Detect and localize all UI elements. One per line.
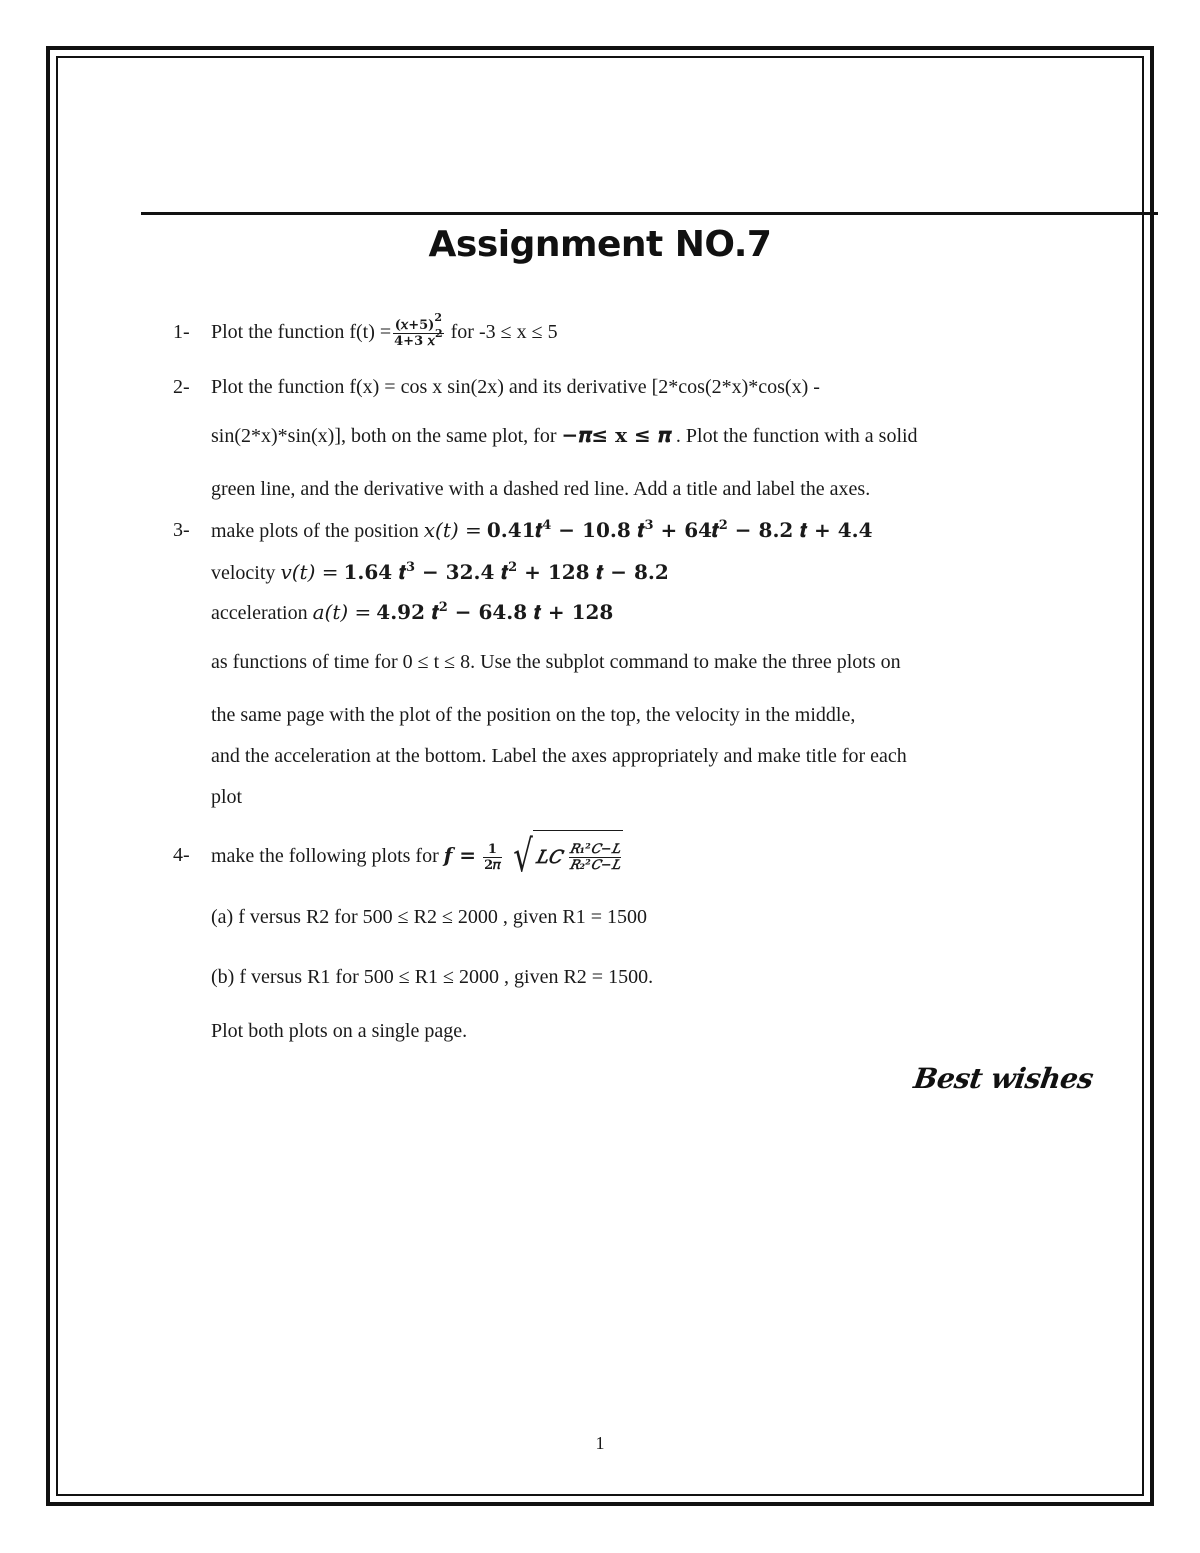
q1-fraction [393,310,444,349]
q3-position-lhs: 𝑥(𝑡) = [423,518,482,542]
q3-line5: the same page with the plot of the position on the top, the velocity in the middle, [211,704,856,726]
q2-line2 [211,423,918,448]
q4-coefficient-fraction: $\frac{1}{\text{2𝜋}}$ [484,841,501,873]
q3-acceleration-label: acceleration [211,602,308,624]
q3-velocity-label: velocity [211,562,276,584]
q4-part-b: (b) f versus R1 for 500 ≤ R1 ≤ 2000 , given R2 = 1500. [211,966,654,988]
q4-part-a: (a) f versus R2 for 500 ≤ R2 ≤ 2000 , given R1 = 1500 [211,906,647,928]
q2-line2-post: . Plot the function with a solid [675,425,918,447]
q4-inner-fraction: $\frac{\text{𝑅₁²𝐶−𝐿}}{\text{𝑅₂²𝐶−𝐿}}$ [569,842,621,874]
q4-part-c: Plot both plots on a single page. [211,1020,468,1042]
header-rule [141,212,1158,215]
assignment-title: Assignment NO.7 [428,224,772,265]
q1-frac-num-exp: 2 [434,310,442,324]
q1-post: for -3 ≤ x ≤ 5 [450,321,558,343]
q1-frac-den: 4+3 𝑥 [394,333,435,349]
q3-line4: as functions of time for 0 ≤ t ≤ 8. Use the subplot command to make the three plots on [211,651,901,673]
q4-sqrt [509,830,623,885]
q3-velocity-rhs: 𝟏.𝟔𝟒 𝒕$^𝟑$ − 𝟑𝟐.𝟒 𝒕$^2$ + 𝟏𝟐𝟖 𝒕 − 𝟖.𝟐 [343,560,669,584]
q4-lc: 𝐿𝐶 [535,846,562,868]
q3-line6: and the acceleration at the bottom. Label the axes appropriately and make title for each [211,745,907,767]
q4-lhs: 𝒇 = [443,843,477,867]
q2-line2-pre: sin(2*x)*sin(x)], both on the same plot, for [211,425,557,447]
q3-position-rhs: 𝟎.𝟒𝟏𝒕$^4$ − 𝟏𝟎.𝟖 𝒕$^3$ + 𝟔𝟒𝒕$^2$ − 𝟖.𝟐 𝒕 + 𝟒.𝟒 [486,518,873,542]
q3-acceleration [211,600,613,625]
q2-number: 2- [173,376,190,398]
sqrt-icon: √ [513,831,533,883]
q4-formula-line [211,828,623,885]
q1-frac-den-exp: 2 [434,326,443,340]
q3-position-label: make plots of the position [211,520,419,542]
q3-velocity [211,560,669,585]
q2-range-math: −𝝅≤ x ≤ 𝝅 [561,423,671,447]
q1-text [211,312,558,352]
page-number: 1 [595,1433,605,1453]
q3-position [211,518,873,543]
q2-line1: Plot the function f(x) = cos x sin(2x) and its derivative [2*cos(2*x)*cos(x) - [211,376,820,398]
q3-line7: plot [211,786,243,808]
q1-number: 1- [173,321,190,343]
q3-number: 3- [173,519,190,541]
q3-acceleration-lhs: 𝑎(𝑡) = [312,600,372,624]
closing-signature: Best wishes [911,1062,1096,1095]
q3-acceleration-rhs: 𝟒.𝟗𝟐 𝒕$^2$ − 𝟔𝟒.𝟖 𝒕 + 𝟏𝟐𝟖 [376,600,614,624]
q4-pre: make the following plots for [211,845,439,867]
q3-velocity-lhs: 𝑣(𝑡) = [280,560,339,584]
page-border-inner [56,56,1144,1496]
q4-number: 4- [173,844,190,866]
q2-line3: green line, and the derivative with a dashed red line. Add a title and label the axes. [211,478,871,500]
q1-frac-num: (𝑥+5) [394,317,435,333]
q1-pre: Plot the function f(t) = [211,321,392,343]
